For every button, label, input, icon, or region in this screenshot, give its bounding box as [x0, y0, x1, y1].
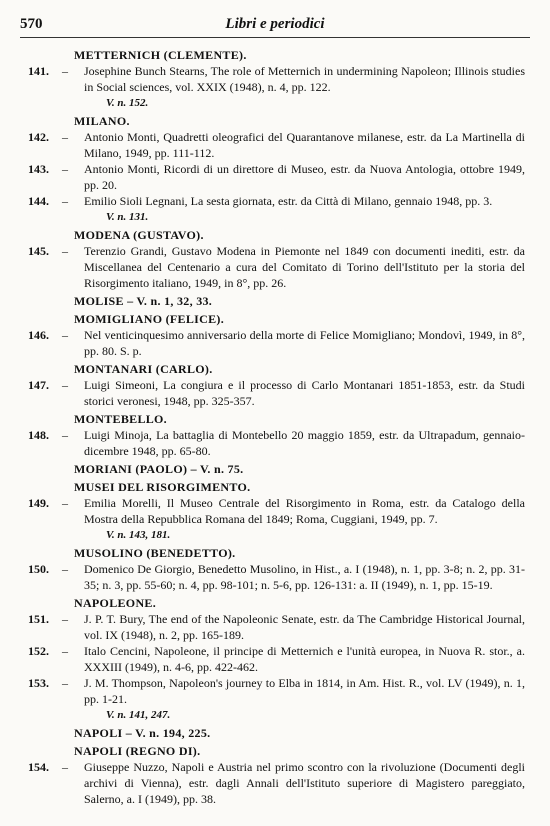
bibliography-entry [20, 611, 525, 643]
entry-number: 148. [28, 428, 49, 442]
section-heading: NAPOLEONE. [74, 596, 157, 610]
entry-text: Italo Cencini, Napoleone, il principe di Metternich e l'unità europea, in Nuova R. stor., a. XXXIII (1949), n. 4-6, pp. 422-462. [84, 644, 525, 674]
header-rule [20, 37, 530, 38]
running-header [20, 16, 530, 38]
entry-dash: – [62, 676, 68, 690]
entry-dash: – [62, 378, 68, 392]
section-heading: NAPOLI (REGNO DI). [74, 744, 201, 758]
entry-text: J. M. Thompson, Napoleon's journey to Elba in 1814, in Am. Hist. R., vol. LV (1949), n. 1, pp. 1-21. [84, 676, 525, 706]
bibliography-entry [20, 675, 525, 707]
section-heading: MONTANARI (CARLO). [74, 362, 213, 376]
cross-reference: V. n. 141, 247. [106, 709, 171, 721]
bibliography-entry [20, 129, 525, 161]
entry-text: Terenzio Grandi, Gustavo Modena in Piemonte nel 1849 con documenti inediti, estr. da Miscellanea del Centenario a cura del Comitato di Torino dell'Istituto per la storia del Risorgimento italiano, 1949, in 8°, pp. 26. [84, 244, 525, 290]
entry-dash: – [62, 496, 68, 510]
bibliography-entry [20, 759, 525, 807]
section-heading: MONTEBELLO. [74, 412, 167, 426]
entry-number: 152. [28, 644, 49, 658]
cross-reference: V. n. 152. [106, 97, 149, 109]
entry-text: Josephine Bunch Stearns, The role of Metternich in undermining Napoleon; Illinois studies in Social sciences, vol. XXIX (1948), n. 4, pp. 122. [84, 64, 525, 94]
bibliography-entry [20, 561, 525, 593]
entry-dash: – [62, 244, 68, 258]
bibliography-entry [20, 495, 525, 527]
cross-reference: V. n. 143, 181. [106, 529, 171, 541]
bibliography-entry [20, 243, 525, 291]
entry-dash: – [62, 612, 68, 626]
entry-number: 149. [28, 496, 49, 510]
bibliography-list [20, 45, 525, 807]
entry-number: 142. [28, 130, 49, 144]
entry-number: 146. [28, 328, 49, 342]
bibliography-entry [20, 161, 525, 193]
entry-number: 154. [28, 760, 49, 774]
entry-number: 147. [28, 378, 49, 392]
entry-number: 153. [28, 676, 49, 690]
entry-dash: – [62, 328, 68, 342]
entry-number: 151. [28, 612, 49, 626]
entry-text: J. P. T. Bury, The end of the Napoleonic Senate, estr. da The Cambridge Historical Journal, vol. IX (1948), n. 2, pp. 165-189. [84, 612, 525, 642]
cross-reference: V. n. 131. [106, 211, 149, 223]
bibliography-entry [20, 63, 525, 95]
section-heading: NAPOLI – V. n. 194, 225. [74, 726, 211, 740]
running-title: Libri e periodici [225, 16, 325, 32]
section-heading: MUSEI DEL RISORGIMENTO. [74, 480, 251, 494]
entry-number: 144. [28, 194, 49, 208]
entry-dash: – [62, 562, 68, 576]
bibliography-entry [20, 427, 525, 459]
entry-text: Giuseppe Nuzzo, Napoli e Austria nel primo scontro con la rivoluzione (Documenti degli archivi di Vienna), estr. dagli Annali dell'Istituto superiore di Magistero pareggiato, Salerno, a. I (1949), pp. 38. [84, 760, 525, 806]
bibliography-entry [20, 377, 525, 409]
entry-dash: – [62, 644, 68, 658]
entry-dash: – [62, 194, 68, 208]
entry-text: Luigi Minoja, La battaglia di Montebello 20 maggio 1859, estr. da Ultrapadum, gennaio-dicembre 1948, pp. 65-80. [84, 428, 525, 458]
entry-number: 143. [28, 162, 49, 176]
bibliography-entry [20, 643, 525, 675]
bibliography-entry [20, 327, 525, 359]
entry-dash: – [62, 428, 68, 442]
entry-dash: – [62, 64, 68, 78]
entry-text: Emilia Morelli, Il Museo Centrale del Risorgimento in Roma, estr. da Catalogo della Mostra della Repubblica Romana del 1849; Roma, Cuggiani, 1949, pp. 7. [84, 496, 525, 526]
page-number: 570 [20, 16, 43, 32]
entry-dash: – [62, 760, 68, 774]
entry-text: Antonio Monti, Quadretti oleografici del Quarantanove milanese, estr. da La Martinella di Milano, 1949, pp. 111-112. [84, 130, 525, 160]
entry-dash: – [62, 130, 68, 144]
entry-number: 150. [28, 562, 49, 576]
entry-dash: – [62, 162, 68, 176]
entry-number: 145. [28, 244, 49, 258]
entry-text: Domenico De Giorgio, Benedetto Musolino, in Hist., a. I (1948), n. 1, pp. 3-8; n. 2, pp. 31-35; n. 3, pp. 55-60; n. 4, pp. 98-101; n. 5-6, pp. 126-131: a. II (1949), n. 1, pp. 15-19. [84, 562, 525, 592]
section-heading: MOMIGLIANO (FELICE). [74, 312, 224, 326]
entry-text: Antonio Monti, Ricordi di un direttore di Museo, estr. da Nuova Antologia, ottobre 1949, pp. 20. [84, 162, 525, 192]
section-heading: MUSOLINO (BENEDETTO). [74, 546, 236, 560]
section-heading: MORIANI (PAOLO) – V. n. 75. [74, 462, 244, 476]
section-heading: MODENA (GUSTAVO). [74, 228, 204, 242]
section-heading: MOLISE – V. n. 1, 32, 33. [74, 294, 213, 308]
entry-text: Luigi Simeoni, La congiura e il processo di Carlo Montanari 1851-1853, estr. da Studi storici veronesi, 1948, pp. 325-357. [84, 378, 525, 408]
entry-number: 141. [28, 64, 49, 78]
entry-text: Nel venticinquesimo anniversario della morte di Felice Momigliano; Mondovì, 1949, in 8°, pp. 80. S. p. [84, 328, 525, 358]
section-heading: METTERNICH (CLEMENTE). [74, 48, 247, 62]
section-heading: MILANO. [74, 114, 130, 128]
entry-text: Emilio Sioli Legnani, La sesta giornata, estr. da Città di Milano, gennaio 1948, pp. 3. [84, 194, 493, 208]
bibliography-entry [20, 193, 525, 209]
